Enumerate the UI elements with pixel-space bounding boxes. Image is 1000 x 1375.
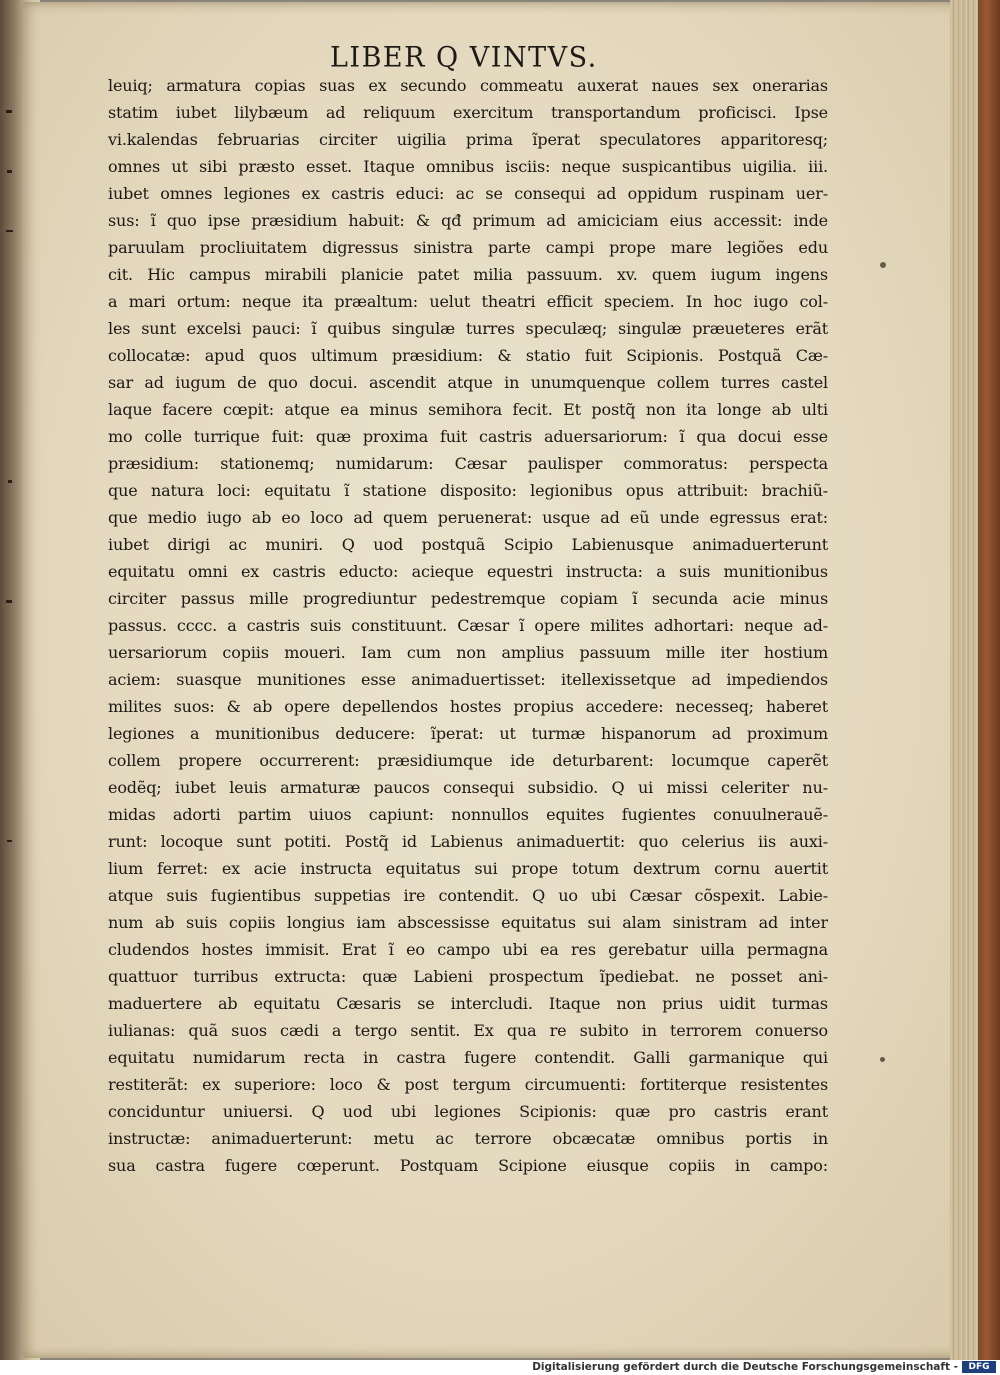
text-line: statim iubet lilybæum ad reliquum exercitum transportandum proficisci. Ipse — [108, 103, 828, 122]
text-line: sua castra fugere cœperunt. Postquam Scipione eiusque copiis in campo: — [108, 1156, 828, 1175]
book-cover-edge — [978, 0, 1000, 1360]
text-line: iubet omnes legiones ex castris educi: ac se consequi ad oppidum ruspinam uer- — [108, 184, 828, 203]
dfg-logo: DFG — [962, 1361, 996, 1373]
text-line: aciem: suasque munitiones esse animaduertisset: itellexissetque ad impediendos — [108, 670, 828, 689]
text-line: collocatæ: apud quos ultimum præsidium: & statio fuit Scipionis. Postquã Cæ- — [108, 346, 828, 365]
text-line: vi.kalendas februarias circiter uigilia prima ĩperat speculatores apparitoresq; — [108, 130, 828, 149]
text-line: præsidium: stationemq; numidarum: Cæsar paulisper commoratus: perspecta — [108, 454, 828, 473]
text-line: milites suos: & ab opere depellendos hostes propius accedere: necesseq; haberet — [108, 697, 828, 716]
text-line: collem propere occurrerent: præsidiumque ide deturbarent: locumque caperẽt — [108, 751, 828, 770]
text-line: equitatu omni ex castris educto: acieque equestri instructa: a suis munitionibus — [108, 562, 828, 581]
text-line: legiones a munitionibus deducere: ĩperat: ut turmæ hispanorum ad proximum — [108, 724, 828, 743]
text-line: laque facere cœpit: atque ea minus semihora fecit. Et postq̃ non ita longe ab ulti — [108, 400, 828, 419]
text-line: iubet dirigi ac muniri. Q uod postquã Scipio Labienusque animaduerterunt — [108, 535, 828, 554]
text-line: quattuor turribus extructa: quæ Labieni prospectum ĩpediebat. ne posset ani- — [108, 967, 828, 986]
digitization-footer — [0, 1360, 1000, 1375]
text-line: sar ad iugum de quo docui. ascendit atque in unumquenque collem turres castel — [108, 373, 828, 392]
text-line: cit. Hic campus mirabili planicie patet milia passuum. xv. quem iugum ingens — [108, 265, 828, 284]
text-line: paruulam procliuitatem digressus sinistra parte campi prope mare legiões edu — [108, 238, 828, 257]
text-line: eodẽq; iubet leuis armaturæ paucos consequi subsidio. Q ui missi celeriter nu- — [108, 778, 828, 797]
text-line: que natura loci: equitatu ĩ statione disposito: legionibus opus attribuit: brachiũ- — [108, 481, 828, 500]
ink-speck — [880, 1057, 885, 1062]
text-line: maduertere ab equitatu Cæsaris se intercludi. Itaque non prius uidit turmas — [108, 994, 828, 1013]
text-line: que medio iugo ab eo loco ad quem peruenerat: usque ad eũ unde egressus erat: — [108, 508, 828, 527]
text-line: num ab suis copiis longius iam abscessisse equitatus sui alam sinistram ad inter — [108, 913, 828, 932]
body-text — [108, 72, 828, 1179]
text-line: instructæ: animaduerterunt: metu ac terrore obcæcatæ omnibus portis in — [108, 1129, 828, 1148]
ink-speck — [880, 262, 886, 268]
text-line: omnes ut sibi præsto esset. Itaque omnibus isciis: neque suspicantibus uigilia. iii. — [108, 157, 828, 176]
text-line: conciduntur uniuersi. Q uod ubi legiones Scipionis: quæ pro castris erant — [108, 1102, 828, 1121]
text-line: cludendos hostes immisit. Erat ĩ eo campo ubi ea res gerebatur uilla permagna — [108, 940, 828, 959]
text-line: mo colle turrique fuit: quæ proxima fuit castris aduersariorum: ĩ qua docui esse — [108, 427, 828, 446]
text-line: iulianas: quã suos cædi a tergo sentit. Ex qua re subito in terrorem conuerso — [108, 1021, 828, 1040]
show-through-text — [836, 200, 896, 720]
text-line: a mari ortum: neque ita præaltum: uelut theatri efficit speciem. In hoc iugo col- — [108, 292, 828, 311]
text-line: sus: ĩ quo ipse præsidium habuit: & qđ primum ad amiciciam eius accessit: inde — [108, 211, 828, 230]
funding-credit: Digitalisierung gefördert durch die Deutsche Forschungsgemeinschaft - — [532, 1361, 958, 1373]
text-line: leuiq; armatura copias suas ex secundo commeatu auxerat naues sex onerarias — [108, 76, 828, 95]
text-line: atque suis fugientibus suppetias ire contendit. Q uo ubi Cæsar cõspexit. Labie- — [108, 886, 828, 905]
running-head: LIBER Q VINTVS. — [330, 41, 598, 74]
text-line: uersariorum copiis moueri. Iam cum non amplius passuum mille iter hostium — [108, 643, 828, 662]
text-line: lium ferret: ex acie instructa equitatus sui prope totum dextrum cornu auertit — [108, 859, 828, 878]
text-line: circiter passus mille progrediuntur pedestremque copiam ĩ secunda acie minus — [108, 589, 828, 608]
text-line: runt: locoque sunt potiti. Postq̃ id Labienus animaduertit: quo celerius iis auxi- — [108, 832, 828, 851]
text-line: passus. cccc. a castris suis constituunt. Cæsar ĩ opere milites adhortari: neque ad- — [108, 616, 828, 635]
text-line: equitatu numidarum recta in castra fugere contendit. Galli garmanique qui — [108, 1048, 828, 1067]
left-edge-ink-marks — [4, 80, 18, 1280]
text-line: midas adorti partim uiuos capiunt: nonnullos equites fugientes conuulnerauẽ- — [108, 805, 828, 824]
text-line: les sunt excelsi pauci: ĩ quibus singulæ turres speculæq; singulæ præueteres erãt — [108, 319, 828, 338]
text-line: restiterãt: ex superiore: loco & post tergum circumuenti: fortiterque resistentes — [108, 1075, 828, 1094]
